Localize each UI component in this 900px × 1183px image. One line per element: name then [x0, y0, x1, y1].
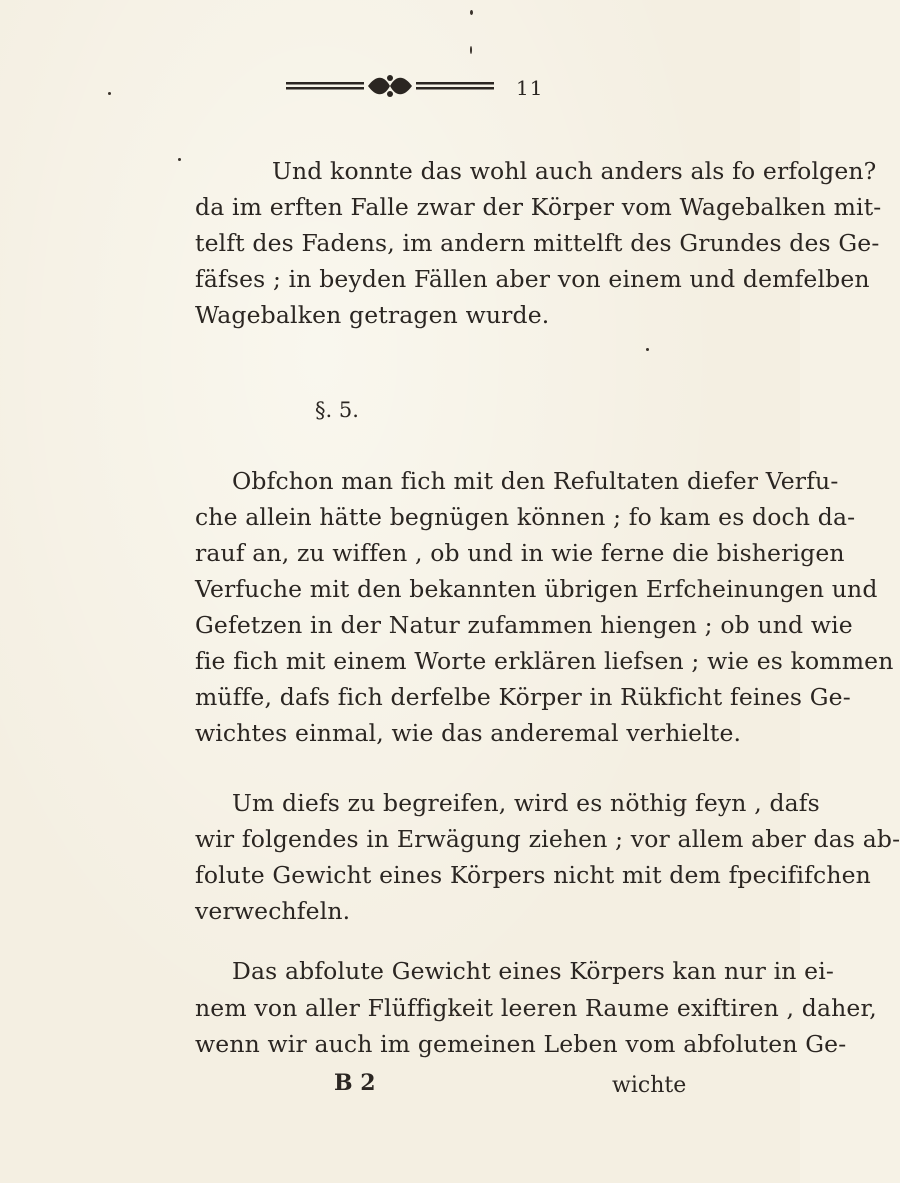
text-line: che allein hätte begnügen können ; fo kam es doch da- — [195, 503, 856, 531]
catchword: wichte — [612, 1073, 687, 1098]
text-line: rauf an, zu wiffen , ob und in wie ferne die bisherigen — [195, 539, 845, 567]
text-line: wir folgendes in Erwägung ziehen ; vor allem aber das ab- — [195, 825, 900, 853]
text-line: nem von aller Flüffigkeit leeren Raume exiftiren , daher, — [195, 994, 877, 1022]
text-line: Und konnte das wohl auch anders als fo erfolgen? — [272, 157, 877, 185]
text-line: verwechfeln. — [195, 897, 351, 925]
text-line: Verfuche mit den bekannten übrigen Erfcheinungen und — [195, 575, 878, 603]
text-line: Obfchon man fich mit den Refultaten diefer Verfu- — [232, 467, 839, 495]
paper-speck — [470, 10, 473, 15]
text-line: Um diefs zu begreifen, wird es nöthig feyn , dafs — [232, 789, 820, 817]
text-line: wenn wir auch im gemeinen Leben vom abfoluten Ge- — [195, 1030, 847, 1058]
text-line: müffe, dafs fich derfelbe Körper in Rükficht feines Ge- — [195, 683, 851, 711]
section-heading: §. 5. — [315, 398, 359, 422]
ornament-headpiece-icon — [286, 73, 494, 99]
text-line: telft des Fadens, im andern mittelft des Grundes des Ge- — [195, 229, 880, 257]
text-line: fäfses ; in beyden Fällen aber von einem und demfelben — [195, 265, 870, 293]
signature-mark: B 2 — [334, 1070, 376, 1096]
text-line: wichtes einmal, wie das anderemal verhielte. — [195, 719, 742, 747]
text-line: Gefetzen in der Natur zufammen hiengen ; ob und wie — [195, 611, 853, 639]
paper-speck — [108, 92, 111, 95]
text-line: fie fich mit einem Worte erklären liefsen ; wie es kommen — [195, 647, 894, 675]
text-line: Das abfolute Gewicht eines Körpers kan nur in ei- — [232, 957, 834, 985]
text-line: da im erften Falle zwar der Körper vom Wagebalken mit- — [195, 193, 882, 221]
page-number: 11 — [516, 76, 544, 100]
text-line: folute Gewicht eines Körpers nicht mit dem fpecififchen — [195, 861, 871, 889]
paper-speck — [470, 46, 472, 54]
paper-speck — [646, 348, 649, 351]
text-line: Wagebalken getragen wurde. — [195, 301, 550, 329]
paper-speck — [178, 158, 181, 161]
